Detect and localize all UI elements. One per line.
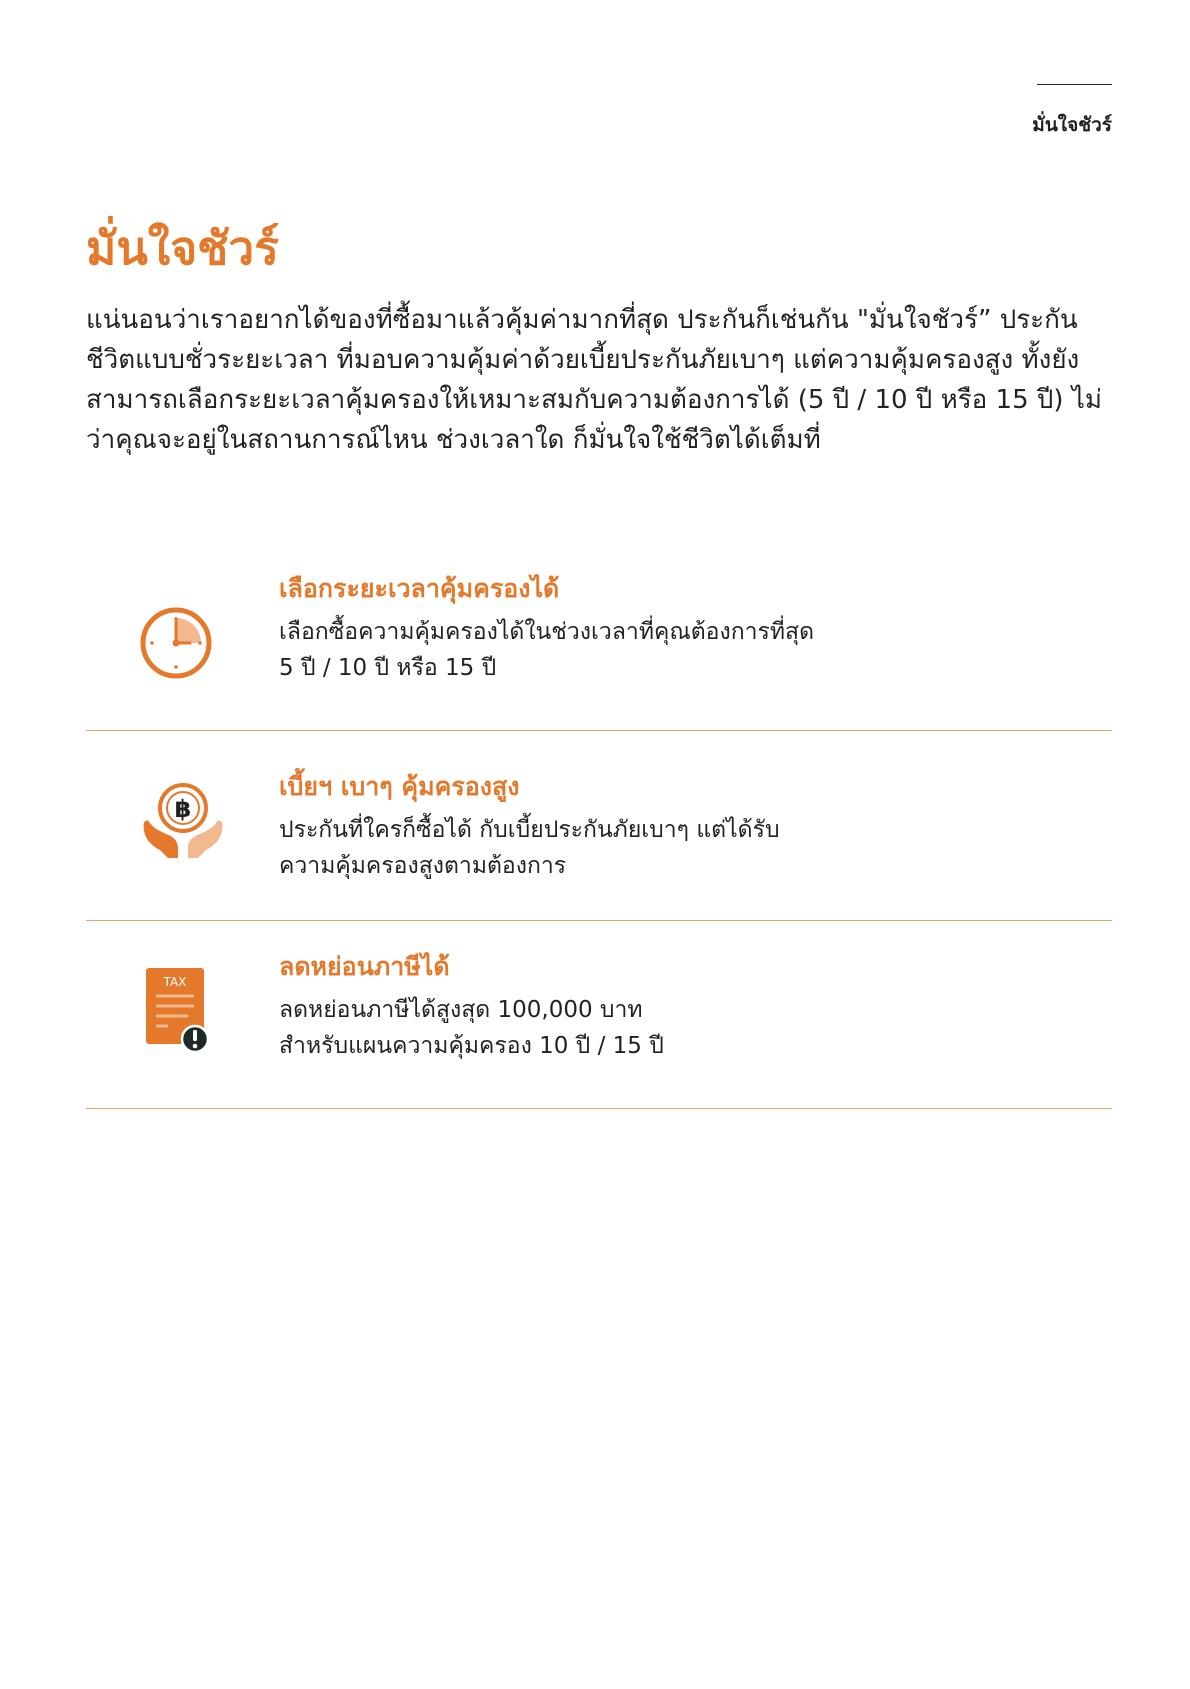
- svg-text:TAX: TAX: [163, 975, 187, 989]
- feature-coverage-period: [86, 572, 1112, 731]
- feature-heading: เลือกระยะเวลาคุ้มครองได้: [279, 574, 560, 603]
- page-title: มั่นใจชัวร์: [86, 221, 279, 275]
- baht-coin-hands-icon: [138, 780, 228, 870]
- feature-description-line: ประกันที่ใครก็ซื้อได้ กับเบี้ยประกันภัยเบาๆ แต่ได้รับ: [279, 817, 780, 843]
- feature-description-line: ความคุ้มครองสูงตามต้องการ: [279, 853, 567, 879]
- header-product-name: มั่นใจชัวร์: [1032, 114, 1112, 136]
- feature-heading: เบี้ยฯ เบาๆ คุ้มครองสูง: [279, 772, 520, 801]
- feature-description-line: เลือกซื้อความคุ้มครองได้ในช่วงเวลาที่คุณต้องการที่สุด: [279, 619, 815, 645]
- feature-tax-deduction: [86, 950, 1112, 1109]
- clock-icon: [138, 605, 214, 681]
- feature-low-premium: [86, 762, 1112, 921]
- feature-description-line: ลดหย่อนภาษีได้สูงสุด 100,000 บาท: [279, 997, 643, 1023]
- feature-description: [279, 992, 1112, 1064]
- feature-description: [279, 614, 1112, 686]
- feature-description-line: 5 ปี / 10 ปี หรือ 15 ปี: [279, 655, 497, 681]
- svg-text:฿: ฿: [174, 795, 192, 823]
- intro-paragraph: แน่นอนว่าเราอยากได้ของที่ซื้อมาแล้วคุ้มค่ามากที่สุด ประกันก็เช่นกัน "มั่นใจชัวร์” ประกันชีวิตแบบชั่วระยะเวลา ที่มอบความคุ้มค่าด้วยเบี้ยประกันภัยเบาๆ แต่ความคุ้มครองสูง ทั้งยังสามารถเลือกระยะเวลาคุ้มครองให้เหมาะสมกับความต้องการได้ (5 ปี / 10 ปี หรือ 15 ปี) ไม่ว่าคุณจะอยู่ในสถานการณ์ไหน ช่วงเวลาใด ก็มั่นใจใช้ชีวิตได้เต็มที่: [86, 305, 1103, 455]
- feature-heading: ลดหย่อนภาษีได้: [279, 952, 450, 981]
- feature-description: [279, 812, 1112, 884]
- feature-description-line: สำหรับแผนความคุ้มครอง 10 ปี / 15 ปี: [279, 1033, 664, 1059]
- tax-document-icon: [138, 964, 218, 1054]
- header-rule: [1037, 84, 1112, 85]
